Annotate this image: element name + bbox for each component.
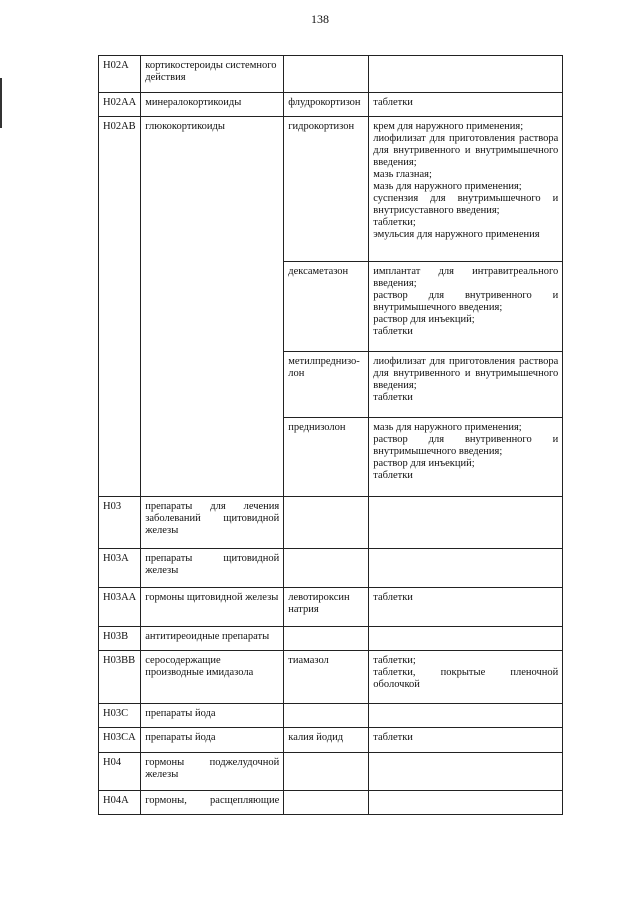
table-row: [99, 728, 563, 753]
dosage-forms: [369, 728, 563, 753]
group-name: гормоны поджелудочной железы: [141, 753, 284, 791]
drug-name: [284, 704, 369, 728]
atc-code: H04: [99, 753, 141, 791]
dosage-form: раствор для внутривенного и внутримышечного введения;: [373, 290, 559, 313]
dosage-form: лиофилизат для приготовления раствора для внутривенного и внутримышечного введения;: [373, 133, 559, 168]
dosage-form: таблетки, покрытые пленочной оболочкой: [373, 667, 559, 690]
dosage-form: имплантат для интравитреального введения;: [373, 266, 559, 289]
group-name: кортикостероиды системного действия: [141, 56, 284, 93]
dosage-forms: [369, 262, 563, 352]
dosage-form: лиофилизат для приготовления раствора для внутривенного и внутримышечного введения;: [373, 356, 559, 391]
dosage-forms: [369, 704, 563, 728]
dosage-form: мазь для наружного применения;: [373, 422, 522, 433]
atc-code: H02AA: [99, 93, 141, 117]
dosage-form: раствор для внутривенного и внутримышечного введения;: [373, 434, 559, 457]
group-name: [141, 791, 284, 815]
drug-name: [284, 497, 369, 549]
atc-code: H03CA: [99, 728, 141, 753]
dosage-forms: [369, 588, 563, 627]
dosage-forms: [369, 93, 563, 117]
page-number: 138: [311, 12, 329, 26]
dosage-form: таблетки: [373, 592, 413, 603]
dosage-form: таблетки: [373, 470, 413, 481]
dosage-form: крем для наружного применения;: [373, 121, 524, 132]
table-row: [99, 549, 563, 588]
group-name: препараты йода: [141, 728, 284, 753]
table-row: [99, 704, 563, 728]
drug-name: калия йодид: [284, 728, 369, 753]
dosage-form: эмульсия для наружного применения: [373, 229, 540, 240]
group-name: минералокортикоиды: [141, 93, 284, 117]
dosage-form: раствор для инъекций;: [373, 458, 475, 469]
drug-name: [284, 627, 369, 651]
drug-name: преднизолон: [284, 418, 369, 497]
table-row: [99, 588, 563, 627]
dosage-form: суспензия для внутримышечного и внутрисуставного введения;: [373, 193, 559, 216]
margin-mark: [0, 78, 2, 128]
drug-name: метилпреднизо-лон: [284, 352, 369, 418]
drug-name: тиамазол: [284, 651, 369, 704]
group-name: глюкокортикоиды: [141, 117, 284, 497]
dosage-forms: [369, 549, 563, 588]
drug-name: левотироксин натрия: [284, 588, 369, 627]
atc-code: H03AA: [99, 588, 141, 627]
dosage-form: таблетки: [373, 392, 413, 403]
dosage-form: таблетки: [373, 97, 413, 108]
drug-table: [98, 55, 563, 815]
dosage-forms: [369, 117, 563, 262]
dosage-form: таблетки;: [373, 655, 416, 666]
table-row: [99, 497, 563, 549]
drug-name: дексаметазон: [284, 262, 369, 352]
group-name: препараты щитовидной железы: [141, 549, 284, 588]
dosage-form: мазь глазная;: [373, 169, 432, 180]
group-name: серосодержащие производные имидазола: [141, 651, 284, 704]
dosage-form: таблетки: [373, 732, 413, 743]
dosage-form: мазь для наружного применения;: [373, 181, 522, 192]
dosage-forms: [369, 56, 563, 93]
dosage-forms: [369, 791, 563, 815]
table-row: [99, 117, 563, 262]
table-row: [99, 93, 563, 117]
dosage-forms: [369, 497, 563, 549]
dosage-form: раствор для инъекций;: [373, 314, 475, 325]
group-name-text: гормоны, расщепляющие: [145, 795, 280, 806]
atc-code: H02A: [99, 56, 141, 93]
drug-name: [284, 791, 369, 815]
atc-code: H03B: [99, 627, 141, 651]
drug-name: [284, 549, 369, 588]
atc-code: H03: [99, 497, 141, 549]
drug-name: гидрокортизон: [284, 117, 369, 262]
drug-name: [284, 753, 369, 791]
dosage-form: таблетки;: [373, 217, 416, 228]
drug-name: флудрокортизон: [284, 93, 369, 117]
dosage-forms: [369, 418, 563, 497]
dosage-forms: [369, 651, 563, 704]
group-name: гормоны щитовидной железы: [141, 588, 284, 627]
table-row: [99, 651, 563, 704]
dosage-forms: [369, 352, 563, 418]
atc-code: H02AB: [99, 117, 141, 497]
table-row: [99, 791, 563, 815]
dosage-forms: [369, 627, 563, 651]
table-row: [99, 753, 563, 791]
table-row: [99, 627, 563, 651]
dosage-forms: [369, 753, 563, 791]
atc-code: H04A: [99, 791, 141, 815]
atc-code: H03C: [99, 704, 141, 728]
atc-code: H03BB: [99, 651, 141, 704]
group-name: антитиреоидные препараты: [141, 627, 284, 651]
atc-code: H03A: [99, 549, 141, 588]
group-name: препараты для лечения заболеваний щитовидной железы: [141, 497, 284, 549]
group-name: препараты йода: [141, 704, 284, 728]
dosage-form: таблетки: [373, 326, 413, 337]
drug-name: [284, 56, 369, 93]
table-row: [99, 56, 563, 93]
